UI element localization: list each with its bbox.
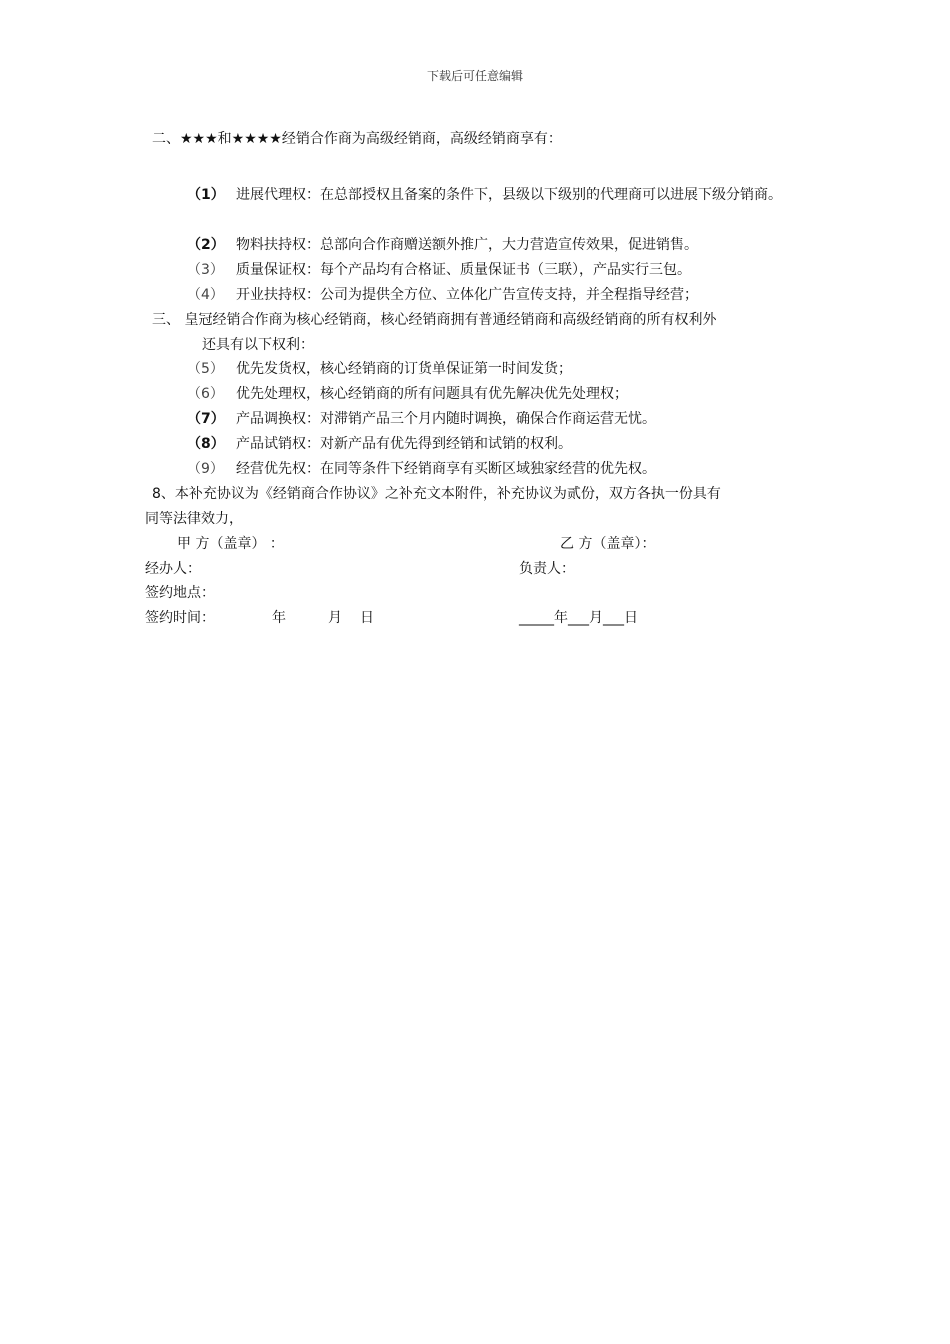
item-text: 质量保证权：每个产品均有合格证、质量保证书（三联），产品实行三包。: [236, 262, 691, 278]
item-number: （5）: [187, 361, 224, 377]
location-label: 签约地点：: [145, 585, 215, 601]
responsible-label: 负责人：: [519, 561, 575, 577]
month-label: 月: [328, 610, 342, 626]
page-header: 下载后可任意编辑: [426, 69, 523, 83]
item-number: （3）: [187, 262, 224, 278]
party-b-date: _____年___月___日: [519, 610, 638, 626]
clause-8-cont: 同等法律效力，: [145, 511, 243, 527]
item-text: 优先处理权，核心经销商的所有问题具有优先解决优先处理权；: [236, 386, 628, 402]
agent-label: 经办人：: [145, 561, 201, 577]
item-text: 产品试销权：对新产品有优先得到经销和试销的权利。: [236, 436, 572, 452]
item-number: （8）: [187, 436, 225, 452]
item-text: 经营优先权：在同等条件下经销商享有买断区域独家经营的优先权。: [236, 461, 656, 477]
section-2-heading: 二、★★★和★★★★经销合作商为高级经销商，高级经销商享有：: [152, 131, 562, 147]
item-text: 产品调换权：对滞销产品三个月内随时调换，确保合作商运营无忧。: [236, 411, 656, 427]
item-number: （4）: [187, 287, 224, 303]
item-number: （9）: [187, 461, 224, 477]
item-text: 开业扶持权：公司为提供全方位、立体化广告宣传支持，并全程指导经营；: [236, 287, 698, 303]
section-3-heading-cont: 还具有以下权利：: [202, 337, 314, 353]
item-text: 物料扶持权：总部向合作商赠送额外推广，大力营造宣传效果，促进销售。: [236, 237, 698, 253]
year-label: 年: [272, 610, 286, 626]
item-number: （6）: [187, 386, 224, 402]
item-number: （7）: [187, 411, 225, 427]
clause-8: 8、本补充协议为《经销商合作协议》之补充文本附件，补充协议为贰份，双方各执一份具有: [152, 486, 721, 502]
party-b-seal: 乙 方（盖章）：: [560, 536, 656, 552]
day-label: 日: [360, 610, 374, 626]
item-text: 进展代理权：在总部授权且备案的条件下，县级以下级别的代理商可以进展下级分销商。: [236, 187, 782, 203]
item-number: （1）: [187, 187, 225, 203]
item-text: 优先发货权，核心经销商的订货单保证第一时间发货；: [236, 361, 572, 377]
party-a-seal: 甲 方（盖章） ：: [177, 536, 284, 552]
item-number: （2）: [187, 237, 225, 253]
time-label: 签约时间：: [145, 610, 215, 626]
section-3-heading: 三、 皇冠经销合作商为核心经销商，核心经销商拥有普通经销商和高级经销商的所有权利外: [152, 312, 717, 328]
